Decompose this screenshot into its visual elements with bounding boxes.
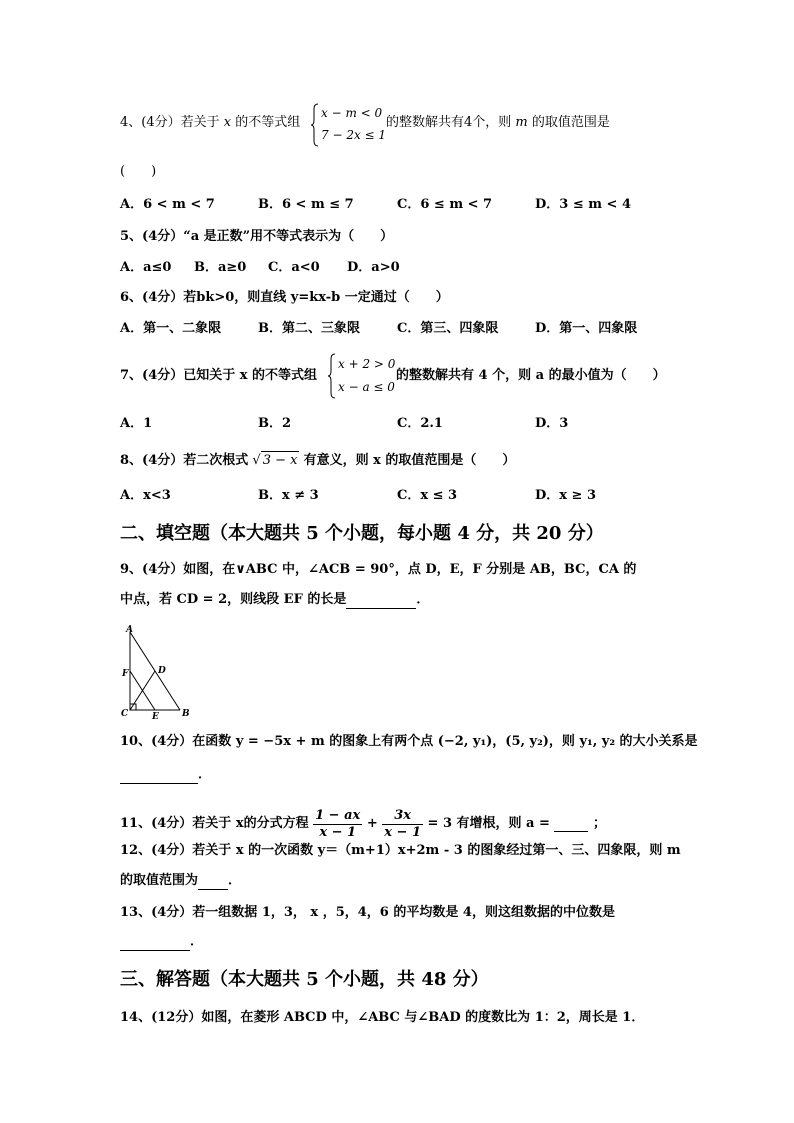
q9-line2 bbox=[120, 591, 429, 609]
q12-line1: 12、(4分）若关于 x 的一次函数 y＝（m+1）x+2m - 3 的图象经过第一、三、四象限，则 m bbox=[120, 843, 681, 858]
q11-prefix: 11、(4分）若关于 x的分式方程 bbox=[120, 816, 309, 831]
q10-line1: 10、(4分）在函数 y = −5x + m 的图象上有两个点 (−2, y₁)，(5, y₂)，则 y₁, y₂ 的大小关系是 bbox=[120, 734, 698, 749]
q11-line bbox=[120, 804, 606, 844]
q4-stem-suffix bbox=[386, 114, 610, 132]
q11-f2-denominator: x − 1 bbox=[384, 824, 421, 840]
q4-answer-paren: ( ) bbox=[120, 164, 157, 179]
q11-fraction-1 bbox=[313, 808, 362, 841]
q9-label-d: D bbox=[158, 666, 166, 676]
q11-eq: = 3 有增根，则 a = bbox=[427, 816, 550, 831]
q4-option-b[interactable]: B．6 < m ≤ 7 bbox=[258, 197, 354, 212]
q9-triangle-figure bbox=[118, 622, 198, 722]
q10-end: ． bbox=[198, 767, 212, 782]
q11-end: ； bbox=[592, 816, 606, 831]
q7-system-line1: x + 2 > 0 bbox=[338, 357, 396, 371]
q4-var-x: x bbox=[223, 115, 232, 130]
q4-prefix: 4、(4分）若关于 bbox=[120, 115, 220, 130]
q4-option-c[interactable]: C．6 ≤ m < 7 bbox=[397, 197, 493, 212]
q9-end: ． bbox=[416, 592, 430, 607]
q11-answer-blank[interactable] bbox=[554, 817, 588, 832]
q10-answer-blank[interactable] bbox=[120, 769, 198, 784]
q9-label-e: E bbox=[152, 712, 159, 722]
q4-option-d[interactable]: D．3 ≤ m < 4 bbox=[535, 197, 632, 212]
q8-prefix: 8、(4分）若二次根式 bbox=[120, 453, 249, 468]
q4-mid: 的不等式组 bbox=[235, 115, 301, 130]
q9-line2-text: 中点，若 CD = 2，则线段 EF 的长是 bbox=[120, 592, 347, 607]
q8-suffix: 有意义，则 x 的取值范围是（ ） bbox=[303, 453, 516, 468]
q7-option-d[interactable]: D．3 bbox=[535, 416, 569, 431]
q9-answer-blank[interactable] bbox=[346, 594, 416, 609]
q7-system-line2: x − a ≤ 0 bbox=[338, 380, 395, 394]
section-3-heading: 三、解答题（本大题共 5 个小题，共 48 分） bbox=[120, 969, 489, 990]
q14-line1: 14、(12分）如图，在菱形 ABCD 中，∠ABC 与∠BAD 的度数比为 1：2，周长是 1． bbox=[120, 1010, 645, 1025]
q7-option-c[interactable]: C．2.1 bbox=[397, 416, 443, 431]
q5-stem: 5、(4分）“a 是正数”用不等式表示为（ ） bbox=[120, 229, 394, 244]
q12-end: ． bbox=[228, 873, 242, 888]
q6-option-d[interactable]: D．第一、四象限 bbox=[535, 321, 638, 336]
q4-option-a[interactable]: A．6 < m < 7 bbox=[120, 197, 215, 212]
q11-f1-numerator: 1 − ax bbox=[315, 807, 361, 823]
q7-stem: 7、(4分）已知关于 x 的不等式组 bbox=[120, 368, 318, 383]
q6-option-c[interactable]: C．第三、四象限 bbox=[397, 321, 499, 336]
q12-line2-text: 的取值范围为 bbox=[120, 873, 199, 888]
q6-option-b[interactable]: B．第二、三象限 bbox=[258, 321, 360, 336]
q11-f1-denominator: x − 1 bbox=[319, 824, 357, 840]
q8-stem bbox=[120, 451, 515, 470]
q9-label-a: A bbox=[126, 625, 133, 635]
q8-option-c[interactable]: C．x ≤ 3 bbox=[397, 488, 458, 503]
q8-radicand: 3 − x bbox=[262, 453, 298, 468]
q13-line2 bbox=[120, 933, 203, 951]
q7-brace bbox=[328, 353, 336, 399]
q5-option-c[interactable]: C．a<0 bbox=[268, 260, 320, 275]
q8-option-a[interactable]: A．x<3 bbox=[120, 488, 171, 503]
q7-stem-suffix: 的整数解共有 4 个，则 a 的最小值为（ ） bbox=[396, 368, 666, 383]
q4-brace bbox=[311, 103, 319, 147]
q4-system-line2: 7 − 2x ≤ 1 bbox=[321, 128, 387, 142]
q13-line1: 13、(4分）若一组数据 1，3， x ，5，4，6 的平均数是 4，则这组数据的中位数是 bbox=[120, 905, 615, 920]
q9-label-c: C bbox=[121, 709, 129, 719]
section-2-heading: 二、填空题（本大题共 5 个小题，每小题 4 分，共 20 分） bbox=[120, 523, 604, 544]
q6-stem: 6、(4分）若bk>0，则直线 y=kx-b 一定通过（ ） bbox=[120, 290, 449, 305]
q4-var-m: m bbox=[515, 115, 528, 130]
q12-line2 bbox=[120, 872, 241, 890]
q9-line1: 9、(4分）如图，在∨ABC 中，∠ACB = 90°，点 D，E，F 分别是 AB，BC，CA 的 bbox=[120, 562, 637, 577]
q13-answer-blank[interactable] bbox=[120, 936, 190, 951]
q5-option-b[interactable]: B．a≥0 bbox=[194, 260, 247, 275]
q4-suffix-b: 的取值范围是 bbox=[531, 115, 610, 130]
q11-fraction-2 bbox=[382, 808, 423, 841]
q5-option-d[interactable]: D．a>0 bbox=[347, 260, 400, 275]
q13-end: ． bbox=[190, 934, 204, 949]
q9-label-f: F bbox=[122, 669, 129, 679]
q4-suffix-a: 的整数解共有4个，则 bbox=[386, 115, 512, 130]
q4-system-line1: x − m < 0 bbox=[321, 106, 383, 120]
q8-option-d[interactable]: D．x ≥ 3 bbox=[535, 488, 597, 503]
q10-line2 bbox=[120, 766, 211, 784]
q11-f2-numerator: 3x bbox=[382, 808, 423, 825]
q8-option-b[interactable]: B．x ≠ 3 bbox=[258, 488, 319, 503]
q12-answer-blank[interactable] bbox=[198, 875, 228, 890]
q4-stem bbox=[120, 114, 300, 132]
q5-option-a[interactable]: A．a≤0 bbox=[120, 260, 172, 275]
q7-option-b[interactable]: B．2 bbox=[258, 416, 292, 431]
q11-plus: + bbox=[366, 816, 378, 831]
q7-option-a[interactable]: A．1 bbox=[120, 416, 153, 431]
q9-label-b: B bbox=[182, 709, 190, 719]
q6-option-a[interactable]: A．第一、二象限 bbox=[120, 321, 222, 336]
q8-sqrt-sign: √ bbox=[252, 453, 261, 468]
